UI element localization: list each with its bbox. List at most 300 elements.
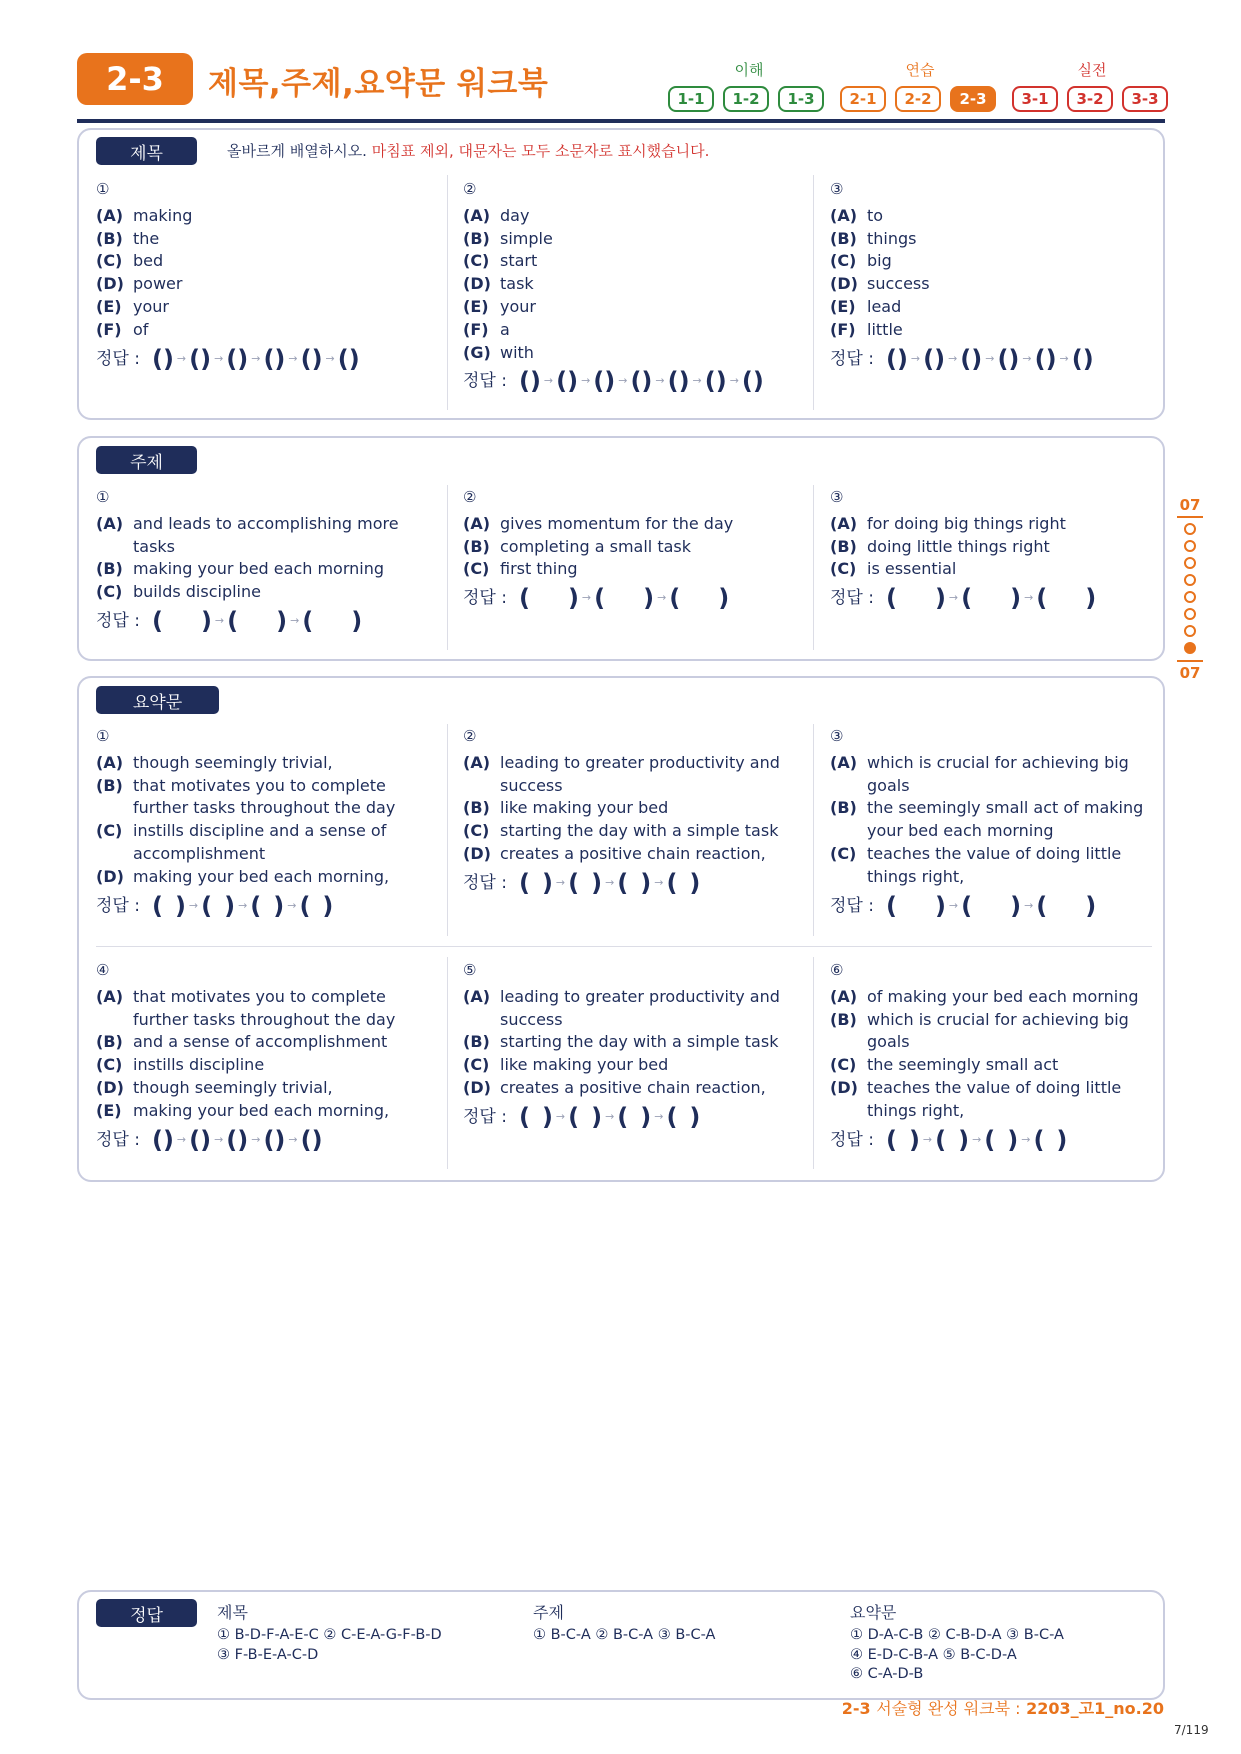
- arrow-icon: →: [605, 1109, 615, 1123]
- level-tab-2-3[interactable]: 2-3: [950, 86, 996, 112]
- theme-question-1: [96, 486, 436, 633]
- theme-question-3: [830, 486, 1170, 613]
- option-text: starting the day with a simple task: [500, 1032, 779, 1052]
- answer-blank[interactable]: ( ): [666, 1102, 701, 1131]
- option-item: [96, 1077, 436, 1100]
- arrow-icon: →: [581, 591, 592, 605]
- answer-blank[interactable]: (): [630, 367, 653, 396]
- option-letter: (B): [463, 798, 490, 818]
- option-item: [96, 273, 436, 296]
- answer-blank[interactable]: (): [189, 344, 212, 373]
- option-letter: (E): [463, 296, 489, 316]
- nav-dot-current[interactable]: [1184, 642, 1196, 654]
- nav-dot[interactable]: [1184, 591, 1196, 603]
- option-text: the seemingly small act: [867, 1055, 1059, 1075]
- summary-section-label: 요약문: [96, 686, 219, 714]
- arrow-icon: →: [910, 351, 921, 365]
- option-letter: (A): [463, 205, 491, 225]
- answer-blank[interactable]: (): [300, 1125, 323, 1154]
- option-text: day: [500, 205, 530, 225]
- answer-line: [96, 891, 436, 920]
- arrow-icon: →: [288, 1132, 298, 1146]
- option-text: creates a positive chain reaction,: [500, 843, 766, 863]
- answer-blank[interactable]: ( ): [1036, 584, 1097, 613]
- answer-title-heading: 제목: [217, 1603, 248, 1622]
- column-divider: [447, 957, 448, 1169]
- arrow-icon: →: [729, 374, 739, 388]
- option-letter: (C): [96, 821, 123, 841]
- answer-line: [96, 606, 436, 635]
- answer-blank[interactable]: ( ): [1033, 1125, 1068, 1154]
- nav-dot[interactable]: [1184, 523, 1196, 535]
- answer-prefix: 정답 :: [830, 348, 874, 369]
- option-letter: (D): [830, 274, 858, 294]
- option-letter: (C): [96, 1055, 123, 1075]
- option-text: making your bed each morning: [133, 559, 385, 579]
- option-item: [830, 296, 1170, 319]
- option-text: builds discipline: [133, 582, 261, 602]
- option-item: [830, 273, 1170, 296]
- option-item: [463, 1031, 803, 1054]
- footer-code: 2203_고1_no.20: [1026, 1699, 1164, 1718]
- option-text: your: [500, 296, 536, 316]
- answer-blank[interactable]: (): [263, 344, 286, 373]
- answer-blank[interactable]: ( ): [669, 584, 730, 613]
- page-title: 제목,주제,요약문 워크북: [208, 66, 549, 102]
- answer-blank[interactable]: (): [997, 344, 1020, 373]
- answer-line: [463, 1102, 803, 1131]
- question-number: ③: [830, 488, 844, 506]
- option-text: starting the day with a simple task: [500, 821, 779, 841]
- option-item: [463, 205, 803, 228]
- column-divider: [813, 957, 814, 1169]
- option-text: with: [500, 342, 534, 362]
- question-number: ①: [96, 727, 110, 745]
- answer-blank[interactable]: ( ): [227, 606, 288, 635]
- footer-book: 서술형 완성 워크북 :: [876, 1699, 1021, 1718]
- unit-badge: 2-3: [77, 53, 193, 105]
- answer-prefix: 정답 :: [463, 371, 507, 392]
- option-item: [463, 536, 803, 559]
- option-text: which is crucial for achieving big goals: [867, 752, 1129, 795]
- arrow-icon: →: [581, 374, 591, 388]
- option-letter: (B): [830, 536, 857, 556]
- option-item: [830, 536, 1170, 559]
- arrow-icon: →: [290, 613, 300, 627]
- option-letter: (A): [96, 205, 124, 225]
- option-letter: (F): [96, 319, 122, 339]
- option-text: which is crucial for achieving big goals: [867, 1009, 1129, 1052]
- option-text: little: [867, 319, 903, 339]
- nav-dot[interactable]: [1184, 540, 1196, 552]
- option-item: [830, 797, 1170, 843]
- answer-blank[interactable]: ( ): [568, 868, 603, 897]
- arrow-icon: →: [288, 351, 298, 365]
- column-divider: [813, 485, 814, 650]
- answer-line: ① B-D-F-A-E-C ② C-E-A-G-F-B-D: [217, 1627, 442, 1643]
- arrow-icon: →: [985, 351, 995, 365]
- option-text: the seemingly small act of making your bed each morning: [867, 798, 1144, 841]
- answer-prefix: 정답 :: [96, 348, 140, 369]
- option-item: [830, 250, 1170, 273]
- answer-prefix: 정답 :: [96, 610, 140, 631]
- arrow-icon: →: [251, 1132, 261, 1146]
- level-tab-1-3[interactable]: 1-3: [778, 86, 824, 112]
- arrow-icon: →: [922, 1132, 933, 1146]
- option-letter: (A): [830, 752, 858, 772]
- option-item: [96, 866, 436, 889]
- answer-blank[interactable]: (): [556, 367, 579, 396]
- answer-theme-values: [533, 1626, 715, 1646]
- answer-blank[interactable]: ( ): [201, 891, 236, 920]
- column-divider: [447, 724, 448, 936]
- page-number: 7/119: [1174, 1723, 1209, 1737]
- answer-blank[interactable]: ( ): [885, 1125, 920, 1154]
- answer-blank[interactable]: ( ): [1036, 891, 1097, 920]
- option-item: [830, 1077, 1170, 1123]
- answer-blank[interactable]: (): [885, 344, 908, 373]
- option-letter: (C): [830, 251, 857, 271]
- option-text: simple: [500, 228, 553, 248]
- option-item: [830, 1054, 1170, 1077]
- option-item: [463, 513, 803, 536]
- arrow-icon: →: [214, 613, 225, 627]
- option-item: [463, 797, 803, 820]
- option-item: [830, 319, 1170, 342]
- answer-blank[interactable]: ( ): [961, 584, 1022, 613]
- arrow-icon: →: [972, 1132, 982, 1146]
- answer-blank[interactable]: (): [667, 367, 690, 396]
- answer-blank[interactable]: ( ): [961, 891, 1022, 920]
- option-letter: (A): [463, 986, 491, 1006]
- answer-line: [830, 1125, 1170, 1154]
- summary-question-4: [96, 959, 436, 1154]
- option-letter: (E): [830, 296, 856, 316]
- option-item: [830, 1009, 1170, 1055]
- nav-dot[interactable]: [1184, 574, 1196, 586]
- option-item: [463, 752, 803, 798]
- arrow-icon: →: [214, 1132, 224, 1146]
- option-text: like making your bed: [500, 798, 669, 818]
- instruction-normal: 올바르게 배열하시오.: [227, 142, 367, 160]
- answer-blank[interactable]: ( ): [617, 1102, 652, 1131]
- title-question-1: [96, 178, 436, 373]
- answer-blank[interactable]: ( ): [885, 891, 946, 920]
- option-letter: (A): [830, 986, 858, 1006]
- option-letter: (D): [463, 274, 491, 294]
- option-item: [830, 205, 1170, 228]
- title-section-label: 제목: [96, 137, 197, 165]
- option-text: instills discipline: [133, 1055, 265, 1075]
- option-item: [463, 342, 803, 365]
- option-text: of: [133, 319, 149, 339]
- theme-question-2: [463, 486, 803, 613]
- option-letter: (D): [830, 1077, 858, 1097]
- group-label-practice: 연습: [905, 61, 935, 79]
- option-letter: (B): [96, 1032, 123, 1052]
- arrow-icon: →: [948, 591, 959, 605]
- answer-blank[interactable]: ( ): [666, 868, 701, 897]
- arrow-icon: →: [657, 591, 667, 605]
- answer-key-label: 정답: [96, 1599, 197, 1627]
- option-text: first thing: [500, 559, 578, 579]
- option-text: for doing big things right: [867, 513, 1066, 533]
- option-text: leading to greater productivity and success: [500, 986, 780, 1029]
- arrow-icon: →: [618, 374, 628, 388]
- answer-line: [830, 344, 1170, 373]
- option-letter: (D): [96, 274, 124, 294]
- answer-line: [96, 344, 436, 373]
- question-number: ②: [463, 727, 477, 745]
- option-item: [463, 843, 803, 866]
- answer-blank[interactable]: (): [960, 344, 983, 373]
- answer-blank[interactable]: (): [593, 367, 616, 396]
- option-item: [96, 558, 436, 581]
- answer-line: [463, 367, 803, 396]
- column-divider: [447, 175, 448, 410]
- option-letter: (A): [96, 986, 124, 1006]
- option-letter: (C): [463, 251, 490, 271]
- option-item: [830, 558, 1170, 581]
- nav-dot[interactable]: [1184, 557, 1196, 569]
- option-letter: (D): [463, 1077, 491, 1097]
- arrow-icon: →: [654, 1109, 664, 1123]
- footer: [842, 1696, 1164, 1719]
- answer-prefix: 정답 :: [96, 1129, 140, 1150]
- option-text: teaches the value of doing little things right,: [867, 843, 1122, 886]
- answer-blank[interactable]: (): [741, 367, 764, 396]
- header-divider: [77, 119, 1165, 123]
- arrow-icon: →: [251, 351, 261, 365]
- option-item: [96, 1031, 436, 1054]
- level-tab-3-3[interactable]: 3-3: [1122, 86, 1168, 112]
- answer-blank[interactable]: (): [189, 1125, 212, 1154]
- level-tab-2-2[interactable]: 2-2: [895, 86, 941, 112]
- question-number: ①: [96, 180, 110, 198]
- answer-blank[interactable]: (): [704, 367, 727, 396]
- option-text: making: [133, 205, 193, 225]
- answer-line: [96, 1125, 436, 1154]
- arrow-icon: →: [325, 351, 335, 365]
- option-item: [830, 986, 1170, 1009]
- answer-blank[interactable]: ( ): [302, 606, 363, 635]
- option-text: success: [867, 274, 930, 294]
- option-item: [96, 296, 436, 319]
- option-text: power: [133, 274, 183, 294]
- summary-question-1: [96, 725, 436, 920]
- answer-blank[interactable]: (): [518, 367, 541, 396]
- answer-blank[interactable]: ( ): [984, 1125, 1019, 1154]
- answer-line: ⑥ C-A-D-B: [850, 1666, 924, 1682]
- option-letter: (D): [96, 866, 124, 886]
- option-letter: (B): [830, 1009, 857, 1029]
- nav-dot[interactable]: [1184, 625, 1196, 637]
- option-letter: (D): [96, 1077, 124, 1097]
- answer-prefix: 정답 :: [463, 1106, 507, 1127]
- option-text: gives momentum for the day: [500, 513, 734, 533]
- answer-blank[interactable]: ( ): [518, 868, 553, 897]
- answer-blank[interactable]: (): [337, 344, 360, 373]
- option-item: [830, 843, 1170, 889]
- answer-blank[interactable]: (): [151, 344, 174, 373]
- option-letter: (A): [96, 752, 124, 772]
- column-divider: [813, 175, 814, 410]
- option-item: [96, 1100, 436, 1123]
- answer-prefix: 정답 :: [830, 1129, 874, 1150]
- option-item: [830, 513, 1170, 536]
- option-text: bed: [133, 251, 164, 271]
- answer-line: ③ F-B-E-A-C-D: [217, 1646, 319, 1663]
- instruction: [227, 140, 709, 161]
- option-item: [96, 205, 436, 228]
- option-text: like making your bed: [500, 1055, 669, 1075]
- option-item: [463, 1054, 803, 1077]
- answer-blank[interactable]: ( ): [935, 1125, 970, 1154]
- level-tab-3-1[interactable]: 3-1: [1012, 86, 1058, 112]
- answer-blank[interactable]: ( ): [299, 891, 334, 920]
- option-item: [463, 296, 803, 319]
- theme-section-label: 주제: [96, 446, 197, 474]
- option-letter: (B): [830, 798, 857, 818]
- option-letter: (E): [96, 296, 122, 316]
- answer-title-values: [217, 1626, 442, 1665]
- option-letter: (C): [96, 582, 123, 602]
- option-text: making your bed each morning,: [133, 866, 390, 886]
- answer-line: [463, 868, 803, 897]
- answer-prefix: 정답 :: [96, 895, 140, 916]
- level-tab-2-1[interactable]: 2-1: [840, 86, 886, 112]
- option-letter: (B): [463, 536, 490, 556]
- arrow-icon: →: [692, 374, 702, 388]
- option-letter: (C): [96, 251, 123, 271]
- option-text: that motivates you to complete further tasks throughout the day: [133, 775, 396, 818]
- option-letter: (F): [463, 319, 489, 339]
- nav-dot[interactable]: [1184, 608, 1196, 620]
- answer-line: ① D-A-C-B ② C-B-D-A ③ B-C-A: [850, 1627, 1064, 1643]
- title-question-2: [463, 178, 803, 396]
- option-text: of making your bed each morning: [867, 986, 1139, 1006]
- answer-blank[interactable]: ( ): [594, 584, 655, 613]
- answer-blank[interactable]: (): [1071, 344, 1094, 373]
- level-tab-3-2[interactable]: 3-2: [1067, 86, 1113, 112]
- answer-prefix: 정답 :: [830, 588, 874, 609]
- question-number: ④: [96, 961, 110, 979]
- option-letter: (B): [96, 775, 123, 795]
- option-text: to: [867, 205, 884, 225]
- question-number: ③: [830, 727, 844, 745]
- group-label-understand: 이해: [734, 61, 764, 79]
- arrow-icon: →: [176, 1132, 187, 1146]
- option-text: and a sense of accomplishment: [133, 1032, 388, 1052]
- option-letter: (B): [96, 228, 123, 248]
- arrow-icon: →: [948, 898, 959, 912]
- arrow-icon: →: [176, 351, 187, 365]
- footer-unit: 2-3: [841, 1699, 871, 1718]
- answer-blank[interactable]: (): [226, 1125, 249, 1154]
- answer-blank[interactable]: ( ): [617, 868, 652, 897]
- answer-blank[interactable]: ( ): [151, 606, 212, 635]
- option-item: [830, 228, 1170, 251]
- side-nav-bottom: 07: [1177, 660, 1203, 682]
- answer-prefix: 정답 :: [463, 872, 507, 893]
- option-item: [96, 820, 436, 866]
- option-letter: (F): [830, 319, 856, 339]
- answer-blank[interactable]: ( ): [151, 891, 186, 920]
- option-letter: (C): [463, 1055, 490, 1075]
- arrow-icon: →: [654, 875, 664, 889]
- option-text: that motivates you to complete further tasks throughout the day: [133, 986, 396, 1029]
- level-tab-1-1[interactable]: 1-1: [668, 86, 714, 112]
- answer-blank[interactable]: (): [1034, 344, 1057, 373]
- answer-summary-values: [850, 1626, 1064, 1685]
- arrow-icon: →: [543, 374, 554, 388]
- arrow-icon: →: [1024, 591, 1034, 605]
- answer-line: ① B-C-A ② B-C-A ③ B-C-A: [533, 1627, 716, 1643]
- option-text: teaches the value of doing little things right,: [867, 1077, 1122, 1120]
- answer-blank[interactable]: (): [151, 1125, 174, 1154]
- summary-question-2: [463, 725, 803, 895]
- question-number: ②: [463, 488, 477, 506]
- question-number: ③: [830, 180, 844, 198]
- answer-line: ④ E-D-C-B-A ⑤ B-C-D-A: [850, 1646, 1017, 1663]
- option-letter: (A): [830, 205, 858, 225]
- option-item: [463, 1077, 803, 1100]
- title-question-3: [830, 178, 1170, 373]
- summary-question-3: [830, 725, 1170, 920]
- option-text: a: [500, 319, 510, 339]
- option-item: [96, 1054, 436, 1077]
- answer-blank[interactable]: ( ): [250, 891, 285, 920]
- option-letter: (B): [96, 559, 123, 579]
- option-item: [830, 752, 1170, 798]
- answer-blank[interactable]: (): [923, 344, 946, 373]
- answer-line: [463, 584, 803, 613]
- answer-blank[interactable]: ( ): [518, 1102, 553, 1131]
- question-number: ⑥: [830, 961, 844, 979]
- option-text: leading to greater productivity and success: [500, 752, 780, 795]
- option-letter: (C): [830, 1055, 857, 1075]
- option-text: is essential: [867, 559, 957, 579]
- option-text: the: [133, 228, 160, 248]
- option-letter: (A): [463, 513, 491, 533]
- answer-blank[interactable]: ( ): [518, 584, 579, 613]
- answer-blank[interactable]: ( ): [885, 584, 946, 613]
- arrow-icon: →: [188, 898, 199, 912]
- arrow-icon: →: [1024, 898, 1034, 912]
- summary-question-6: [830, 959, 1170, 1154]
- side-page-nav: [1177, 496, 1203, 682]
- side-nav-top: 07: [1177, 496, 1203, 518]
- option-text: and leads to accomplishing more tasks: [133, 513, 399, 556]
- option-text: creates a positive chain reaction,: [500, 1077, 766, 1097]
- option-item: [96, 250, 436, 273]
- answer-blank[interactable]: (): [300, 344, 323, 373]
- answer-blank[interactable]: (): [226, 344, 249, 373]
- answer-blank[interactable]: ( ): [568, 1102, 603, 1131]
- arrow-icon: →: [555, 875, 566, 889]
- answer-line: [830, 891, 1170, 920]
- arrow-icon: →: [655, 374, 665, 388]
- option-text: big: [867, 251, 892, 271]
- level-tab-1-2[interactable]: 1-2: [723, 86, 769, 112]
- option-item: [96, 986, 436, 1032]
- arrow-icon: →: [1022, 351, 1032, 365]
- answer-prefix: 정답 :: [463, 588, 507, 609]
- option-text: task: [500, 274, 534, 294]
- option-letter: (G): [463, 342, 491, 362]
- answer-blank[interactable]: (): [263, 1125, 286, 1154]
- arrow-icon: →: [1059, 351, 1069, 365]
